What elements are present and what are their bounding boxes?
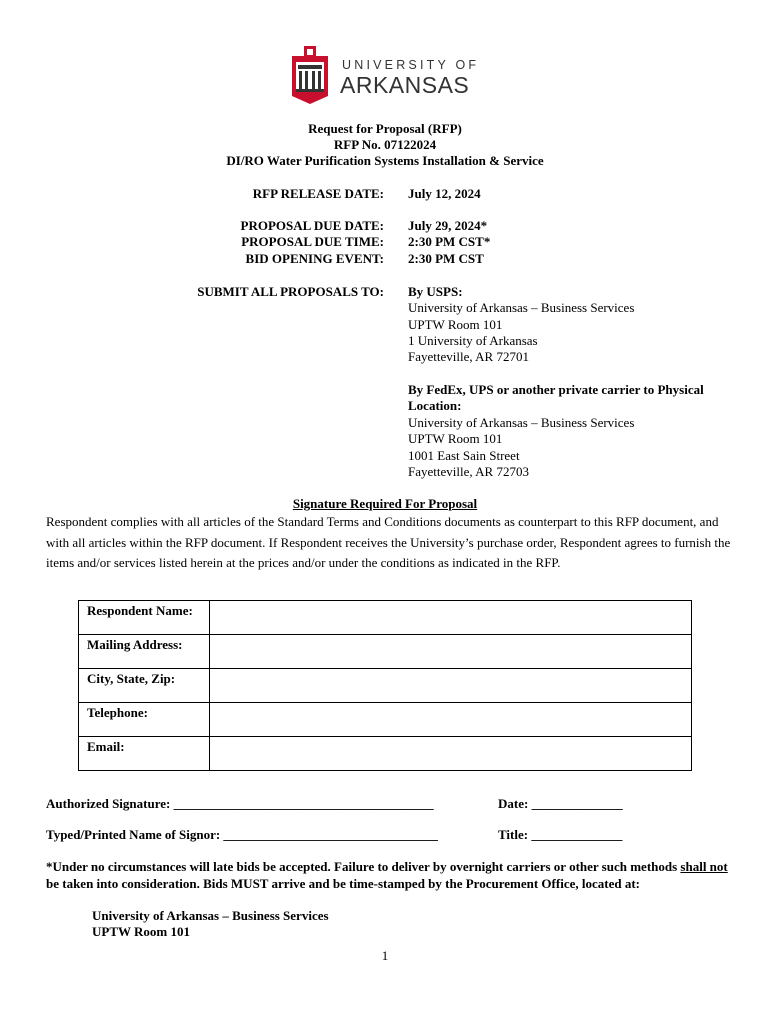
table-row	[79, 669, 692, 703]
respondent-name-label: Respondent Name:	[79, 601, 210, 635]
telephone-label: Telephone:	[79, 703, 210, 737]
usps-address-line: University of Arkansas – Business Services	[408, 300, 635, 315]
usps-address-line: 1 University of Arkansas	[408, 333, 538, 348]
signature-section-title: Signature Required For Proposal	[292, 496, 478, 511]
authorized-signature-line[interactable]: Authorized Signature: ________________________________________	[46, 796, 434, 811]
logo-line-arkansas: ARKANSAS	[340, 72, 470, 98]
typed-name-line[interactable]: Typed/Printed Name of Signor: _________________________________	[46, 827, 438, 842]
compliance-paragraph: Respondent complies with all articles of the Standard Terms and Conditions documents as counterpart to this RFP document, and with all articles within the RFP document. If Respondent receives the University’s purchase order, Respondent agrees to furnish the items and/or services listed herein at the prices and/or under the conditions as indicated in the RFP.	[46, 514, 731, 570]
mailing-address-field[interactable]	[210, 635, 692, 669]
respondent-name-field[interactable]	[210, 601, 692, 635]
old-main-logo-icon	[290, 44, 330, 104]
rfp-number: RFP No. 07122024	[333, 137, 437, 152]
city-state-zip-field[interactable]	[210, 669, 692, 703]
carrier-address-line: 1001 East Sain Street	[408, 448, 520, 463]
telephone-field[interactable]	[210, 703, 692, 737]
due-time-value: 2:30 PM CST*	[408, 234, 491, 249]
due-time-label: PROPOSAL DUE TIME:	[241, 234, 384, 249]
notice-text: *Under no circumstances will late bids be accepted. Failure to deliver by overnight carriers or other such methods	[46, 859, 681, 874]
release-date-value: July 12, 2024	[408, 186, 481, 201]
submit-label: SUBMIT ALL PROPOSALS TO:	[197, 284, 384, 299]
usps-heading: By USPS:	[408, 284, 463, 299]
table-row	[79, 703, 692, 737]
notice-text: be taken into consideration. Bids MUST arrive and be time-stamped by the Procurement Office, located at:	[46, 876, 640, 891]
table-row	[79, 737, 692, 771]
usps-address-line: UPTW Room 101	[408, 317, 503, 332]
usps-address-line: Fayetteville, AR 72701	[408, 349, 529, 364]
title-line[interactable]: Title: ______________	[498, 827, 623, 842]
email-label: Email:	[79, 737, 210, 771]
notice-address-line: UPTW Room 101	[92, 924, 190, 939]
email-field[interactable]	[210, 737, 692, 771]
table-row	[79, 601, 692, 635]
carrier-address-line: UPTW Room 101	[408, 431, 503, 446]
notice-emphasis: shall not	[680, 859, 728, 874]
late-bid-notice	[46, 858, 736, 892]
respondent-info-table	[78, 600, 692, 771]
bid-opening-label: BID OPENING EVENT:	[245, 251, 384, 266]
university-logo	[290, 44, 480, 104]
table-row	[79, 635, 692, 669]
due-date-value: July 29, 2024*	[408, 218, 488, 233]
rfp-subject: DI/RO Water Purification Systems Installation & Service	[226, 153, 544, 168]
due-date-label: PROPOSAL DUE DATE:	[240, 218, 384, 233]
document-title: Request for Proposal (RFP)	[308, 121, 462, 136]
release-date-label: RFP RELEASE DATE:	[252, 186, 384, 201]
bid-opening-value: 2:30 PM CST	[408, 251, 484, 266]
carrier-heading-cont: Location:	[408, 398, 462, 413]
carrier-heading: By FedEx, UPS or another private carrier to Physical	[408, 382, 704, 397]
carrier-address-line: Fayetteville, AR 72703	[408, 464, 529, 479]
city-state-zip-label: City, State, Zip:	[79, 669, 210, 703]
notice-address-line: University of Arkansas – Business Services	[92, 908, 329, 923]
carrier-address-line: University of Arkansas – Business Services	[408, 415, 635, 430]
page-number: 1	[381, 948, 389, 963]
mailing-address-label: Mailing Address:	[79, 635, 210, 669]
logo-line-university-of: UNIVERSITY OF	[342, 58, 480, 72]
date-line[interactable]: Date: ______________	[498, 796, 623, 811]
